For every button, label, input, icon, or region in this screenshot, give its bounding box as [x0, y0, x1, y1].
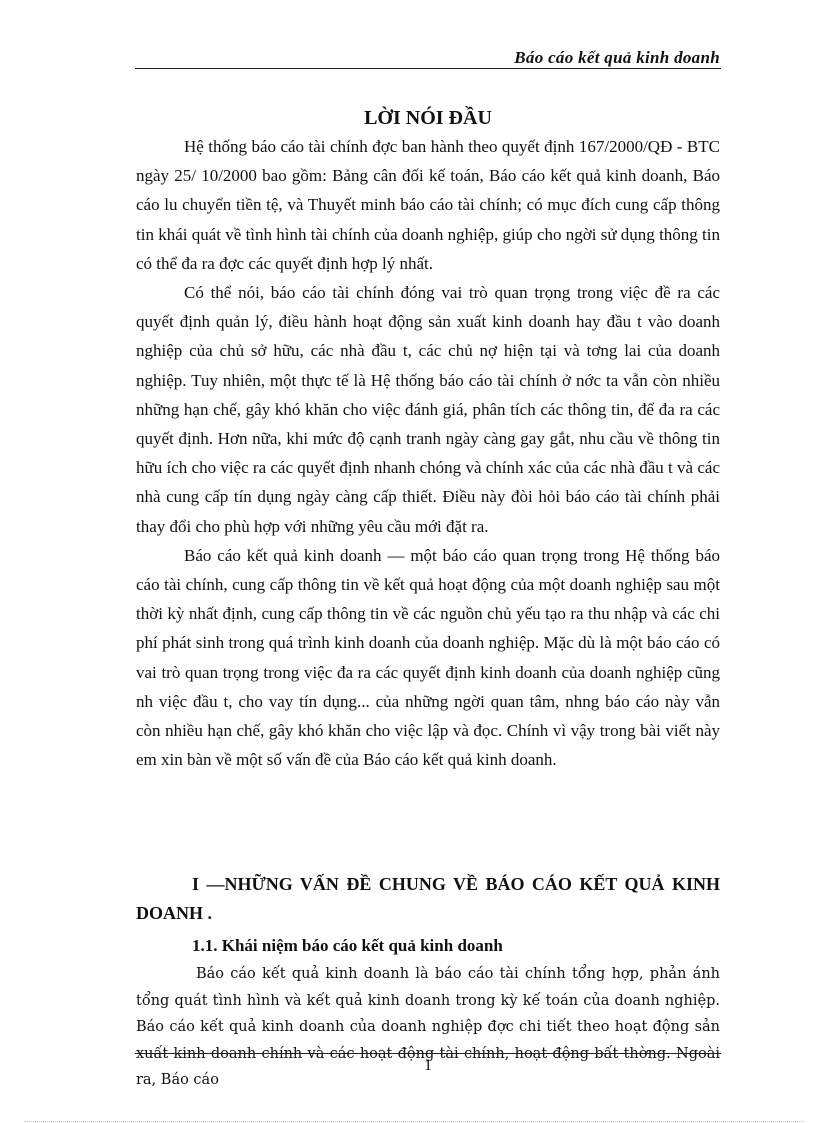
intro-paragraph-1: Hệ thống báo cáo tài chính đợc ban hành theo quyết định 167/2000/QĐ - BTC ngày 25/ 10/2000 bao gồm: Bảng cân đối kế toán, Báo cáo kết quả kinh doanh, Báo cáo lu chuyển tiền tệ, và Thuyết minh báo cáo tài chính; có mục đích cung cấp thông tin khái quát về tình hình tài chính của doanh nghiệp, giúp cho ngời sử dụng thông tin có thể đa ra đợc các quyết định hợp lý nhất. — [136, 137, 720, 273]
header-divider — [135, 68, 721, 69]
page-edge-line — [24, 1121, 804, 1122]
page-header-title: Báo cáo kết quả kinh doanh — [514, 48, 720, 67]
page-content — [136, 104, 720, 1094]
intro-paragraph-2: Có thể nói, báo cáo tài chính đóng vai trò quan trọng trong việc đề ra các quyết định quản lý, điều hành hoạt động sản xuất kinh doanh hay đầu t vào doanh nghiệp của chủ sở hữu, các nhà đầu t, các chủ nợ hiện tại và tơng lai của doanh nghiệp. Tuy nhiên, một thực tế là Hệ thống báo cáo tài chính ở nớc ta vẫn còn nhiều những hạn chế, gây khó khăn cho việc đánh giá, phân tích các thông tin, để đa ra các quyết định. Hơn nữa, khi mức độ cạnh tranh ngày càng gay gắt, nhu cầu về thông tin hữu ích cho việc ra các quyết định nhanh chóng và chính xác của các nhà đầu t và các nhà cung cấp tín dụng ngày càng cấp thiết. Điều này đòi hỏi báo cáo tài chính phải thay đổi cho phù hợp với những yêu cầu mới đặt ra. — [136, 283, 720, 536]
subsection-heading: 1.1. Khái niệm báo cáo kết quả kinh doanh — [192, 936, 503, 956]
section-spacer — [136, 774, 720, 870]
footer-divider — [135, 1053, 721, 1054]
page-number: 1 — [424, 1057, 432, 1074]
intro-paragraph-3: Báo cáo kết quả kinh doanh — một báo cáo quan trọng trong Hệ thống báo cáo tài chính, cung cấp thông tin về kết quả hoạt động của một doanh nghiệp sau một thời kỳ nhất định, cung cấp thông tin về các nguồn chủ yếu tạo ra thu nhập và các chi phí phát sinh trong quá trình kinh doanh của doanh nghiệp. Mặc dù là một báo cáo có vai trò quan trọng trong việc đa ra các quyết định kinh doanh của doanh nghiệp cũng nh việc đầu t, cho vay tín dụng... của những ngời quan tâm, nhng báo cáo này vẫn còn nhiều hạn chế, gây khó khăn cho việc lập và đọc. Chính vì vậy trong bài viết này em xin bàn về một số vấn đề của Báo cáo kết quả kinh doanh. — [136, 545, 720, 770]
subsection-paragraph: Báo cáo kết quả kinh doanh là báo cáo tài chính tổng hợp, phản ánh tổng quát tình hình và kết quả kinh doanh trong kỳ kế toán của doanh nghiệp. Báo cáo kết quả kinh doanh của doanh nghiệp đợc chi tiết theo hoạt động sản xuất kinh doanh chính và các hoạt động tài chính, hoạt động bất thờng. Ngoài ra, Báo cáo — [136, 966, 720, 1089]
document-title: LỜI NÓI ĐẦU — [364, 107, 492, 129]
section-heading: I —NHỮNG VẤN ĐỀ CHUNG VỀ BÁO CÁO KẾT QUẢ KINH DOANH . — [136, 874, 720, 924]
